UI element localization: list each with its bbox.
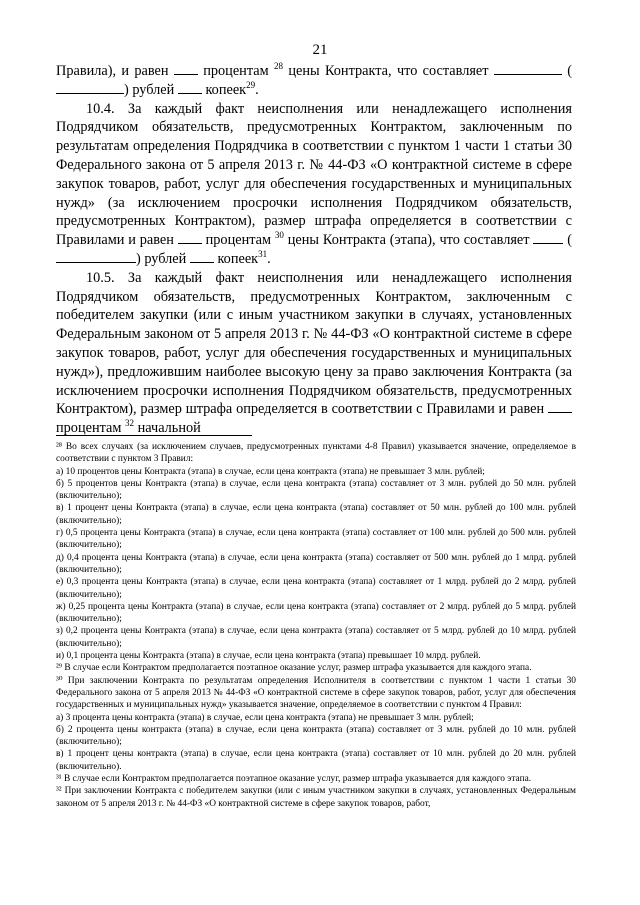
paragraph-10-5 (56, 269, 572, 438)
text-run: 10.5. За каждый факт неисполнения или ненадлежащего исполнения Подрядчиком обязательств, предусмотренных Контрактом, заключенным с победителем закупки (или с иным участником закупки в случаях, установленных Федеральным законом от 5 апреля 2013 г. № 44-ФЗ «О контрактной системе в сфере закупок товаров, работ, услуг для обеспечения государственных и муниципальных нужд»), предложившим наиболее высокую цену за право заключения Контракта (за исключением просрочки исполнения Подрядчиком обязательств, предусмотренных Контрактом), размер штрафа определяется в соответствии с Правилами и равен (56, 269, 572, 418)
text-run: начальной (134, 420, 201, 437)
footnote-line: ³⁰ При заключении Контракта по результатам определения Исполнителя в соответствии с пунктом 1 части 1 статьи 30 Федерального закона от 5 апреля 2013 № 44-ФЗ «О контрактной системе в сфере закупок товаров, работ, услуг для обеспечения государственных и муниципальных нужд» указывается значение, определяемое в соответствии с пунктом 4 Правил: (56, 675, 576, 711)
footnote-ref: 30 (274, 230, 284, 241)
blank-field (548, 400, 572, 413)
text-run: процентам (201, 232, 275, 249)
footnote-line: б) 2 процента цены контракта (этапа) в случае, если цена контракта (этапа) составляет от 3 млн. рублей до 10 млн. рублей (включительно); (56, 724, 576, 748)
footnote-line: з) 0,2 процента цены Контракта (этапа) в случае, если цена контракта (этапа) составляет от 5 млрд. рублей до 10 млрд. рублей (включительно); (56, 626, 576, 649)
blank-field (190, 250, 214, 263)
footnote-line: в) 1 процент цены Контракта (этапа) в случае, если цена контракта (этапа) составляет от 50 млн. рублей до 100 млн. рублей (включительно); (56, 503, 576, 526)
blank-field (178, 81, 202, 94)
text-run: . (255, 81, 259, 98)
footnote-line: в) 1 процент цены контракта (этапа) в случае, если цена контракта (этапа) составляет от 10 млн. рублей до 20 млн. рублей (включительно). (56, 749, 576, 772)
footnote-line: и) 0,1 процента цены Контракта (этапа) в случае, если цена контракта (этапа) превышает 10 млрд. рублей. (56, 651, 481, 662)
text-run: копеек (213, 250, 259, 267)
footnote-line: ²⁹ В случае если Контрактом предполагается поэтапное оказание услуг, размер штрафа указывается для каждого этапа. (56, 663, 532, 674)
footnote-line: ²⁸ Во всех случаях (за исключением случаев, предусмотренных пунктами 4-8 Правил) указывается значение, определяемое в соответствии с пунктом 3 Правил: (56, 442, 576, 465)
text-run: ) рублей (136, 250, 190, 267)
blank-field (178, 231, 202, 244)
text-run: ) рублей (124, 81, 178, 98)
footnote-ref: 29 (246, 80, 256, 91)
document-body (56, 62, 572, 438)
text-run: цены Контракта, что составляет (283, 63, 494, 79)
paragraph-continuation (56, 62, 572, 100)
text-run: Правила), и равен (56, 63, 174, 79)
text-run: процентам (56, 420, 125, 437)
blank-field (494, 62, 562, 75)
footnote-line: а) 10 процентов цены Контракта (этапа) в случае, если цена контракта (этапа) не превышает 3 млн. рублей; (56, 466, 485, 477)
footnote-line: д) 0,4 процента цены Контракта (этапа) в случае, если цена контракта (этапа) составляет от 500 млн. рублей до 1 млрд. рублей (включительно); (56, 552, 576, 575)
paragraph-10-4 (56, 100, 572, 269)
page-number: 21 (312, 42, 328, 58)
footnote-line: г) 0,5 процента цены Контракта (этапа) в случае, если цена контракта (этапа) составляет от 100 млн. рублей до 500 млн. рублей (включительно); (56, 528, 576, 551)
footnotes (56, 441, 576, 810)
text-run: цены Контракта (этапа), что составляет (283, 232, 534, 249)
text-run: 10.4. За каждый факт неисполнения или ненадлежащего исполнения Подрядчиком обязательств, предусмотренных Контрактом, заключенным по результатам определения Подрядчика в соответствии с пунктом 1 части 1 статьи 30 Федерального закона от 5 апреля 2013 г. № 44-ФЗ «О контрактной системе в сфере закупок товаров, работ, услуг для обеспечения государственных и муниципальных нужд» (за исключением просрочки исполнения Подрядчиком обязательств, предусмотренных Контрактом), размер штрафа определяется в соответствии с Правилами и равен (56, 100, 572, 249)
footnote-ref: 31 (258, 249, 268, 260)
footnote-separator (56, 435, 252, 436)
blank-field (56, 250, 136, 263)
footnote-line: б) 5 процентов цены Контракта (этапа) в случае, если цена контракта (этапа) составляет от 3 млн. рублей до 50 млн. рублей (включительно); (56, 478, 576, 502)
footnote-line: ³² При заключении Контракта с победителем закупки (или с иным участником закупки в случаях, установленных Федеральным законом от 5 апреля 2013 г. № 44-ФЗ «О контрактной системе в сфере закупок товаров, работ, (56, 786, 576, 809)
text-run: ( (563, 232, 573, 249)
text-run: процентам (197, 63, 274, 79)
blank-field (56, 81, 124, 94)
footnote-line: ³¹ В случае если Контрактом предполагается поэтапное оказание услуг, размер штрафа указывается для каждого этапа. (56, 774, 532, 785)
footnote-ref: 28 (274, 61, 283, 72)
text-run: . (267, 250, 271, 267)
blank-field (533, 231, 563, 244)
text-run: копеек (201, 81, 247, 98)
footnote-line: е) 0,3 процента цены Контракта (этапа) в случае, если цена контракта (этапа) составляет от 1 млрд. рублей до 2 млрд. рублей (включительно); (56, 577, 576, 600)
footnote-line: ж) 0,25 процента цены Контракта (этапа) в случае, если цена контракта (этапа) составляет от 2 млрд. рублей до 5 млрд. рублей (включительно); (56, 601, 576, 625)
footnote-line: а) 3 процента цены контракта (этапа) в случае, если цена контракта (этапа) не превышает 3 млн. рублей; (56, 712, 474, 723)
text-run: ( (561, 63, 572, 79)
blank-field (174, 62, 198, 75)
footnote-ref: 32 (125, 418, 134, 429)
